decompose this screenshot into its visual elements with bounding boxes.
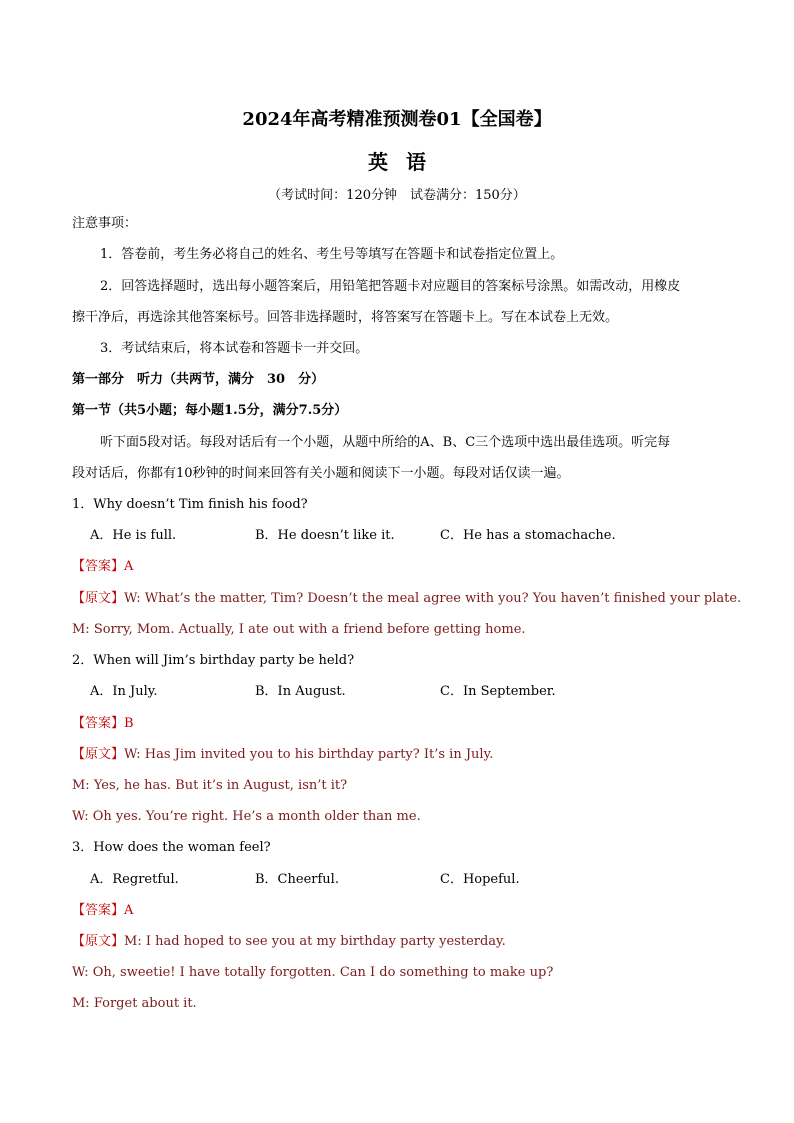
q2-option-c: C．In September. xyxy=(440,684,556,699)
q1-transcript-1 xyxy=(72,590,741,608)
answer-label: 【答案】 xyxy=(72,559,125,574)
question-1: 1．Why doesn’t Tim finish his food? xyxy=(72,497,308,512)
note-item-2b: 擦干净后，再选涂其他答案标号。回答非选择题时，将答案写在答题卡上。写在本试卷上无效。 xyxy=(72,310,619,325)
q3-option-a: A．Regretful. xyxy=(90,872,179,887)
part-heading: 第一部分 听力（共两节，满分 30 分） xyxy=(72,372,325,387)
transcript-label: 【原文】 xyxy=(72,934,125,949)
section-intro-a: 听下面5段对话。每段对话后有一个小题，从题中所给的A、B、C三个选项中选出最佳选项。听完每 xyxy=(100,435,671,450)
q3-transcript-3: M: Forget about it. xyxy=(72,996,197,1011)
note-item-2a: 2．回答选择题时，选出每小题答案后，用铅笔把答题卡对应题目的答案标号涂黑。如需改动，用橡皮 xyxy=(100,279,681,294)
q2-transcript-text-1: W: Has Jim invited you to his birthday party? It’s in July. xyxy=(124,747,494,762)
exam-meta: （考试时间：120分钟 试卷满分：150分） xyxy=(268,188,526,203)
q2-transcript-2: M: Yes, he has. But it’s in August, isn’t it? xyxy=(72,778,348,793)
q1-option-c: C．He has a stomachache. xyxy=(440,528,616,543)
page-title: 2024年高考精准预测卷01【全国卷】 xyxy=(242,109,552,130)
transcript-label: 【原文】 xyxy=(72,591,125,606)
q1-transcript-text-1: W: What’s the matter, Tim? Doesn’t the meal agree with you? You haven’t finished your plate. xyxy=(124,591,742,606)
q1-option-b: B．He doesn’t like it. xyxy=(255,528,395,543)
q3-answer xyxy=(72,902,133,920)
q2-answer-value: B xyxy=(124,716,134,731)
section-heading: 第一节（共5小题；每小题1.5分，满分7.5分） xyxy=(72,403,348,418)
notes-heading: 注意事项： xyxy=(72,216,138,231)
q1-answer-value: A xyxy=(124,559,134,574)
q2-option-a: A．In July. xyxy=(90,684,158,699)
q3-transcript-1 xyxy=(72,933,506,951)
answer-label: 【答案】 xyxy=(72,716,125,731)
q1-option-a: A．He is full. xyxy=(90,528,177,543)
q3-option-b: B．Cheerful. xyxy=(255,872,339,887)
q3-transcript-text-1: M: I had hoped to see you at my birthday party yesterday. xyxy=(124,934,506,949)
question-3: 3．How does the woman feel? xyxy=(72,840,271,855)
answer-label: 【答案】 xyxy=(72,903,125,918)
q2-option-b: B．In August. xyxy=(255,684,346,699)
q1-transcript-2: M: Sorry, Mom. Actually, I ate out with a friend before getting home. xyxy=(72,622,526,637)
section-intro-b: 段对话后，你都有10秒钟的时间来回答有关小题和阅读下一小题。每段对话仅读一遍。 xyxy=(72,466,570,481)
note-item-3: 3．考试结束后，将本试卷和答题卡一并交回。 xyxy=(100,341,369,356)
transcript-label: 【原文】 xyxy=(72,747,125,762)
subject-title: 英语 xyxy=(368,150,444,174)
note-item-1: 1．答卷前，考生务必将自己的姓名、考生号等填写在答题卡和试卷指定位置上。 xyxy=(100,247,564,262)
q3-answer-value: A xyxy=(124,903,134,918)
q1-answer xyxy=(72,558,133,576)
q2-transcript-3: W: Oh yes. You’re right. He’s a month older than me. xyxy=(72,809,421,824)
q3-option-c: C．Hopeful. xyxy=(440,872,520,887)
q2-answer xyxy=(72,715,134,733)
q3-transcript-2: W: Oh, sweetie! I have totally forgotten. Can I do something to make up? xyxy=(72,965,554,980)
question-2: 2．When will Jim’s birthday party be held? xyxy=(72,653,355,668)
q2-transcript-1 xyxy=(72,746,493,764)
